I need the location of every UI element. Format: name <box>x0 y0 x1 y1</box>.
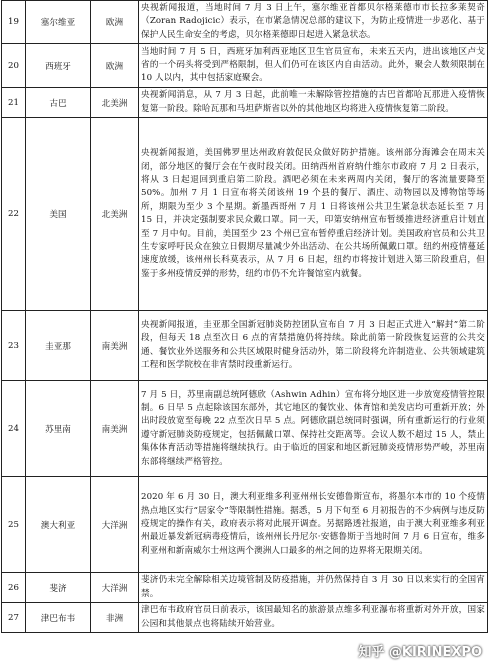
continent-name: 非洲 <box>91 603 139 633</box>
country-name: 苏里南 <box>26 381 91 477</box>
row-number: 22 <box>2 118 26 311</box>
continent-name: 北美洲 <box>91 88 139 118</box>
table-row <box>2 88 488 118</box>
continent-name: 欧洲 <box>91 1 139 44</box>
country-name: 美国 <box>26 118 91 311</box>
row-number: 24 <box>2 381 26 477</box>
table-row <box>2 311 488 381</box>
measure-description: 7 月 5 日，苏里南副总统阿德欣（Ashwin Adhin）宣布将分地区进一步放宽疫情管控限制。6 日早 5 点起除该国东部外，其它地区的餐饮业、体育馆和美发店均可重新开放；外出时段放宽至每晚 22 点至次日早 5 点。阿德欣副总统同时强调，所有重新运行的行业须遵守新冠肺炎防疫规定，包括佩戴口罩、保持社交距离等。会议人数不超过 15 人，禁止集体体育活动等措施将继续执行。由于临近的国家和地区新冠肺炎疫情形势严峻，苏里南东部将继续严格管控。 <box>139 381 488 477</box>
continent-name: 欧洲 <box>91 44 139 88</box>
row-number: 27 <box>2 603 26 633</box>
continent-name: 北美洲 <box>91 118 139 311</box>
measure-description: 央视新闻消息，从 7 月 3 日起，此前唯一未解除管控措施的古巴首都哈瓦那进入疫情恢复第一阶段。除哈瓦那和马坦萨斯省以外的其他地区均将进入疫情恢复第二阶段。 <box>139 88 488 118</box>
row-number: 23 <box>2 311 26 381</box>
table-row <box>2 381 488 477</box>
country-name: 圭亚那 <box>26 311 91 381</box>
country-name: 古巴 <box>26 88 91 118</box>
continent-name: 大洋洲 <box>91 477 139 573</box>
measure-description: 央视新闻报道，当地时间 7 月 3 日上午，塞尔维亚首都贝尔格莱德市市长拉多莱契奇（Zoran Radojicic）表示，在市紧急情况总部的建议下，为防止疫情进一步恶化、基于保护人民生命安全的考虑，贝尔格莱德即日起进入紧急状态。 <box>139 1 488 44</box>
row-number: 21 <box>2 88 26 118</box>
country-name: 西班牙 <box>26 44 91 88</box>
zhihu-watermark: 知乎 @KIRINEXPO <box>358 645 482 660</box>
row-number: 25 <box>2 477 26 573</box>
measure-description: 斐济仍未完全解除相关边境管制及防疫措施，并仍然保持自 3 月 30 日以来实行的全国宵禁。 <box>139 573 488 603</box>
country-name: 澳大利亚 <box>26 477 91 573</box>
measure-description: 当地时间 7 月 5 日，西班牙加利西亚地区卫生官员宣布，未来五天内，进出该地区卢戈省的一个码头将受到严格限制，但人们仍可在该区内自由活动。此外，聚会人数须限制在 10 人以内，其中包括家庭聚会。 <box>139 44 488 88</box>
measure-description: 2020 年 6 月 30 日，澳大利亚维多利亚州州长安德鲁斯宣布，将墨尔本市的 10 个疫情热点地区实行“居家令”等限制性措施。据悉，5 月下旬至 6 月初报告的不少病例与违反防疫规定的操作有关，政府表示将对此展开调查。另据路透社报道，由于澳大利亚维多利亚州最近暴发新冠病毒疫情后，该州州长丹尼尔·安德鲁斯于当地时间 7 月 6 日宣布，维多利亚州和新南威尔士州这两个澳洲人口最多的州之间的边界将无限期关闭。 <box>139 477 488 573</box>
table-row <box>2 603 488 633</box>
measure-description: 央视新闻报道，美国佛罗里达州政府敦促民众做好防护措施。该州部分海滩会在周末关闭，部分地区的餐厅会在午夜时段关闭。田纳西州首府纳什维尔市政府 7 月 2 日表示，将从 3 日起退回到重启第二阶段。酒吧必须在未来两周内关闭，餐厅的客流量要降至 50%。加州 7 月 1 日宣布将关闭该州 19 个县的餐厅、酒庄、动物园以及博物馆等场所，期限为至少 3 个星期。新墨西哥州 7 月 1 日将该州公共卫生紧急状态延长至 7 月 15 日，并决定强制要求民众戴口罩。同一天，印第安纳州宣布暂缓推进经济重启计划直至 7 月中旬。目前，美国至少 23 个州已宣布暂停重启经济计划。美国政府官员和公共卫生专家呼吁民众在独立日假期尽量减少外出活动、在公共场所佩戴口罩。纽约州疫情蔓延速度放缓，该州州长科莫表示，从 7 月 6 日起，纽约市将按计划进入第三阶段重启，但鉴于多州疫情反弹的形势，纽约市仍不允许餐馆室内就餐。 <box>139 118 488 311</box>
table-row <box>2 1 488 44</box>
table-row <box>2 573 488 603</box>
country-name: 斐济 <box>26 573 91 603</box>
row-number: 20 <box>2 44 26 88</box>
table-row <box>2 118 488 311</box>
continent-name: 大洋洲 <box>91 573 139 603</box>
row-number: 19 <box>2 1 26 44</box>
table-row <box>2 477 488 573</box>
measure-description: 津巴布韦政府官员日前表示，该国最知名的旅游景点维多利亚瀑布将重新对外开放，国家公园和其他景点也将陆续开始营业。 <box>139 603 488 633</box>
continent-name: 南美洲 <box>91 381 139 477</box>
country-name: 塞尔维亚 <box>26 1 91 44</box>
row-number: 26 <box>2 573 26 603</box>
country-name: 津巴布韦 <box>26 603 91 633</box>
country-measures-table <box>1 0 488 633</box>
measure-description: 央视新闻报道，圭亚那全国新冠肺炎防控团队宣布自 7 月 3 日起正式进入“解封”第二阶段，但每天 18 点至次日 6 点的宵禁措施仍将持续。除此前第一阶段恢复运营的公共交通、餐饮业外送服务和公共区域限时健身活动外，第二阶段将允许制造业、公共领域建筑工程和医学院校在非宵禁时段重新运行。 <box>139 311 488 381</box>
continent-name: 南美洲 <box>91 311 139 381</box>
table-row <box>2 44 488 88</box>
